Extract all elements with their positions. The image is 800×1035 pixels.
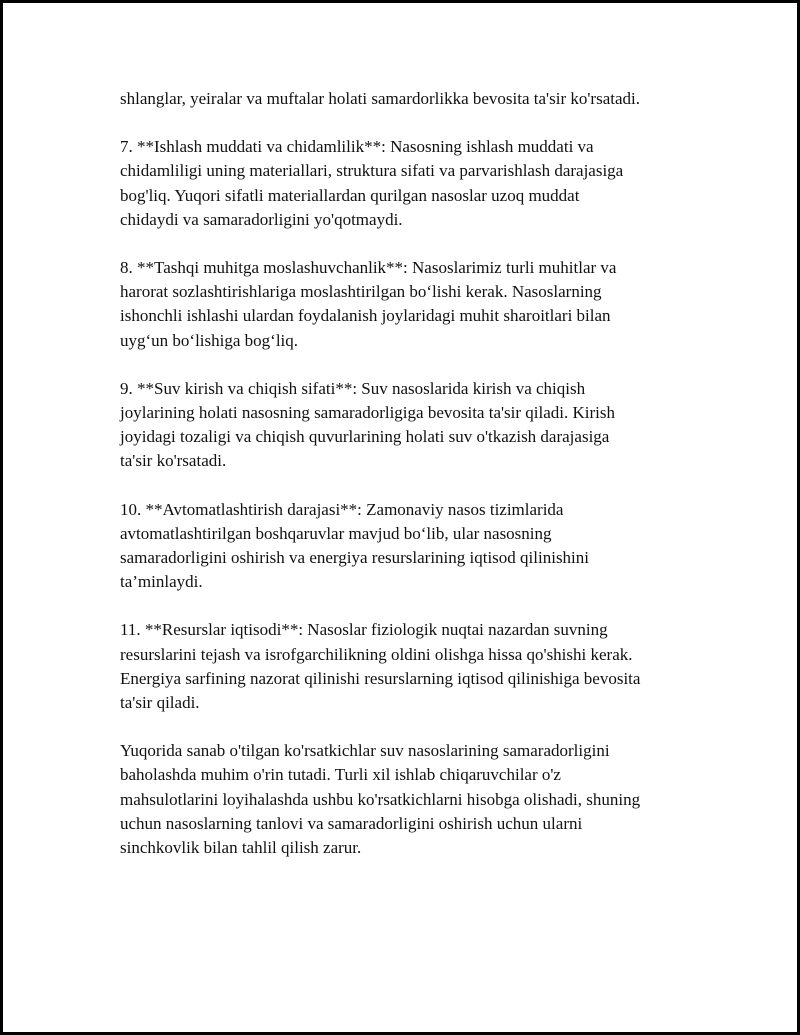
paragraph-item-9: 9. **Suv kirish va chiqish sifati**: Suv nasoslarida kirish va chiqish joylarining holati nasosning samaradorligiga bevosita ta'sir qiladi. Kirish joyidagi tozaligi va chiqish quvurlarining holati suv o'tkazish darajasiga ta'sir ko'rsatadi. [120, 378, 616, 471]
paragraph-continuation: shlanglar, yeiralar va muftalar holati samardorlikka bevosita ta'sir ko'rsatadi. [120, 89, 640, 108]
paragraph-item-11: 11. **Resurslar iqtisodi**: Nasoslar fiziologik nuqtai nazardan suvning resurslarini tejash va isrofgarchilikning oldini olishga hissa qo'shishi kerak. Energiya sarfining nazorat qilinishi resurslarning iqtisod qilinishiga bevosita ta'sir qiladi. [120, 620, 641, 713]
paragraph-item-8: 8. **Tashqi muhitga moslashuvchanlik**: Nasoslarimiz turli muhitlar va harorat sozlashtirishlariga moslashtirilgan bo‘lishi kerak. Nasoslarning ishonchli ishlashi ulardan foydalanish joylaridagi muhit sharoitlari bilan uyg‘un bo‘lishiga bog‘liq. [120, 258, 617, 350]
document-body [120, 87, 700, 884]
paragraph-item-7: 7. **Ishlash muddati va chidamlilik**: Nasosning ishlash muddati va chidamliligi uning materiallari, struktura sifati va parvarishlash darajasiga bog'liq. Yuqori sifatli materiallardan qurilgan nasoslar uzoq muddat chidaydi va samaradorligini yo'qotmaydi. [120, 137, 624, 229]
paragraph-conclusion: Yuqorida sanab o'tilgan ko'rsatkichlar suv nasoslarining samaradorligini baholashda muhim o'rin tutadi. Turli xil ishlab chiqaruvchilar o'z mahsulotlarini loyihalashda ushbu ko'rsatkichlarni hisobga olishadi, shuning uchun nasoslarning tanlovi va samaradorligini oshirish uchun ularni sinchkovlik bilan tahlil qilish zarur. [120, 741, 641, 858]
paragraph-item-10: 10. **Avtomatlashtirish darajasi**: Zamonaviy nasos tizimlarida avtomatlashtirilgan boshqaruvlar mavjud bo‘lib, ular nasosning samaradorligini oshirish va energiya resurslarining iqtisod qilinishini ta’minlaydi. [120, 499, 590, 592]
